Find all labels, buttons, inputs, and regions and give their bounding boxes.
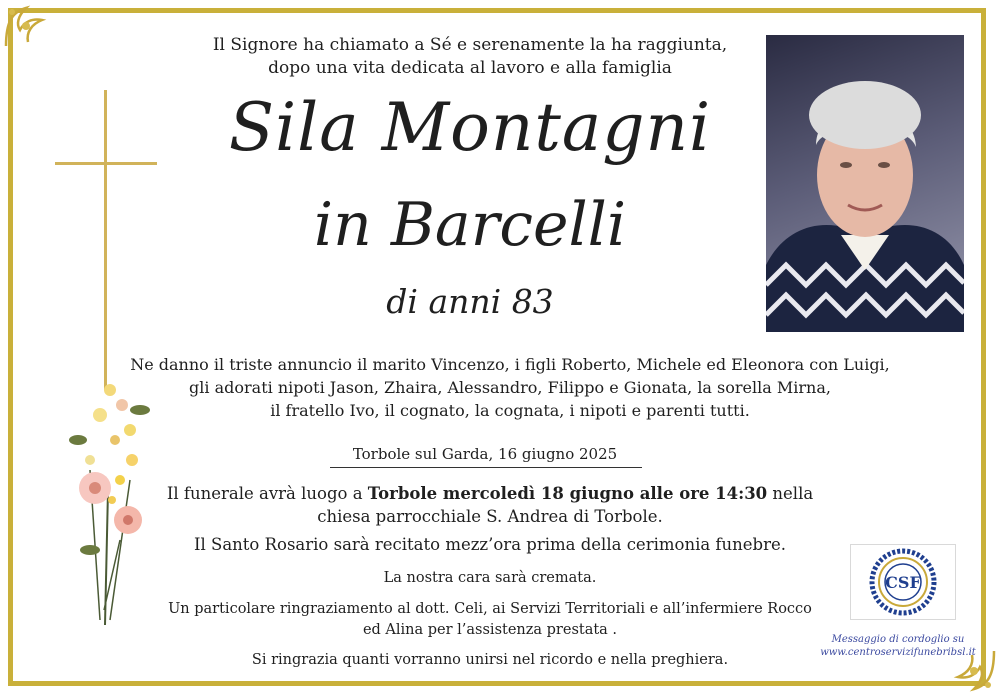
intro-text — [140, 34, 800, 80]
funeral-info — [100, 482, 880, 528]
announce-line-3: il fratello Ivo, il cognato, la cognata, i nipoti e parenti tutti. — [270, 401, 750, 420]
rosary-info: Il Santo Rosario sarà recitato mezz’ora prima della cerimonia funebre. — [193, 535, 787, 554]
caption-website-link[interactable]: www.centroservizifunebribsl.it — [820, 647, 976, 658]
funeral-line-2: chiesa parrocchiale S. Andrea di Torbole. — [317, 507, 663, 526]
thanks-line-1: Un particolare ringraziamento al dott. Celi, ai Servizi Territoriali e all’infermiere Rocco — [168, 601, 812, 617]
deceased-name: Sila Montagni — [228, 89, 712, 166]
closing-text: Si ringrazia quanti vorranno unirsi nel ricordo e nella preghiera. — [251, 652, 729, 668]
announcement — [100, 353, 920, 422]
intro-line-1: Il Signore ha chiamato a Sé e serenamente la ha raggiunta, — [212, 35, 728, 55]
ornament-corner-top-left — [2, 2, 50, 50]
announce-line-1: Ne danno il triste annuncio il marito Vincenzo, i figli Roberto, Michele ed Eleonora con Luigi, — [130, 355, 890, 374]
intro-line-2: dopo una vita dedicata al lavoro e alla famiglia — [268, 58, 672, 78]
announce-line-2: gli adorati nipoti Jason, Zhaira, Alessandro, Filippo e Gionata, la sorella Mirna, — [189, 378, 831, 397]
thanks-text — [100, 599, 880, 641]
funeral-when: Torbole mercoledì 18 giugno alle ore 14:30 — [367, 484, 768, 503]
age-text: di anni 83 — [386, 282, 554, 321]
funeral-pre: Il funerale avrà luogo a — [166, 484, 368, 503]
married-name: in Barcelli — [313, 190, 627, 260]
csf-logo[interactable] — [850, 544, 956, 620]
thanks-line-2: ed Alina per l’assistenza prestata . — [362, 622, 618, 638]
place-date: Torbole sul Garda, 16 giugno 2025 — [352, 445, 618, 463]
logo-caption[interactable] — [818, 633, 978, 659]
divider-line — [330, 467, 642, 468]
cremation-info: La nostra cara sarà cremata. — [383, 570, 597, 586]
caption-line-1: Messaggio di cordoglio su — [831, 634, 965, 645]
funeral-post: nella — [767, 484, 814, 503]
logo-text: CSF — [885, 573, 921, 592]
funeral-line-1 — [100, 482, 880, 505]
